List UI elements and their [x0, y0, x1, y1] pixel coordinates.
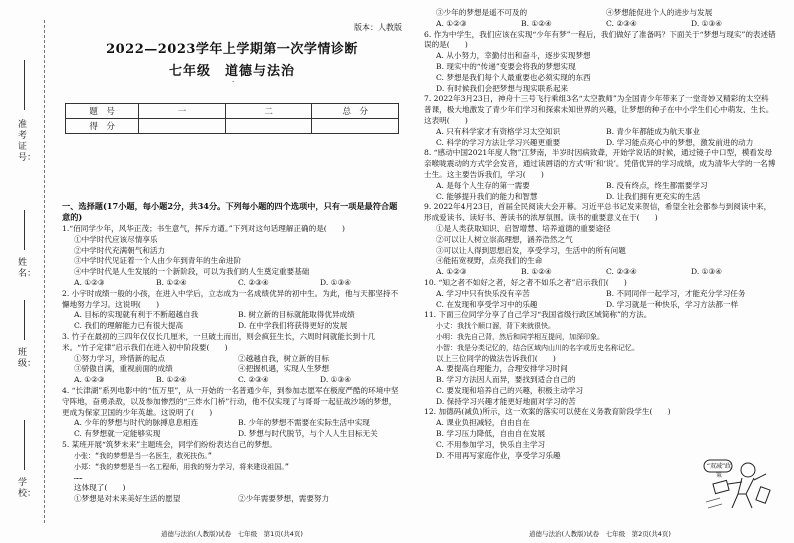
- page-footer-left: 道德与法治(人教版)试卷 七年级 第1页(共4页): [161, 530, 303, 538]
- score-header: 题 号: [66, 104, 139, 119]
- choice-c[interactable]: C. ②③④: [238, 375, 269, 385]
- left-questions: [62, 224, 402, 505]
- score-cell[interactable]: [225, 119, 312, 134]
- statement-item: ①中学时代应该尽情享乐: [74, 234, 158, 244]
- choice-b[interactable]: B. ①②④: [156, 277, 187, 287]
- answer-choices: [62, 321, 402, 332]
- choice-c[interactable]: C. 我们的理解能力已有很大提高: [74, 321, 184, 331]
- statement-item: ④把握机遇，实现人生梦想: [238, 364, 330, 374]
- statement-item: ②中学时代充满朝气和活力: [74, 245, 166, 255]
- choice-a[interactable]: A. 课业负担减轻，自由自在: [436, 418, 530, 428]
- statement-row: [62, 364, 402, 375]
- choice-b[interactable]: B. 青少年都能成为航天事业: [606, 126, 700, 136]
- score-value-row: [66, 119, 399, 134]
- statement-item: ①努力学习，珍惜新的起点: [74, 353, 166, 363]
- class-underline: [24, 300, 25, 340]
- question-stem: 1.“佰同学少年，风华正茂；书生意气，挥斥方遒。”下列对这句话理解正确的是( ): [62, 224, 345, 233]
- choice-b[interactable]: B. 不同同伴一起学习，才能充分学习任务: [606, 288, 746, 298]
- answer-choices: [62, 429, 402, 440]
- school-label: 学校：: [18, 478, 37, 499]
- choice-b[interactable]: B. 树立新的目标就能取得优异成绩: [238, 310, 355, 320]
- left-column: [62, 8, 402, 536]
- page-footer-right: 道德与法治(人教版)试卷 七年级 第2页(共4页): [529, 530, 671, 538]
- choice-d[interactable]: D. 不用再写家庭作业，享受学习乐趣: [436, 450, 561, 460]
- choice-d[interactable]: D. 让我们拥有更充实的生活: [606, 191, 701, 201]
- statement-item: ③骄傲自满，重视前面的成绩: [74, 364, 173, 374]
- question-stem: 4. “长津湖”系列电影中的“伍万里”，从一开始的一名普通少年，到参加志愿军在极度严酷的环境中坚守阵地，奋勇杀敌，以及参加惨烈的“三炸水门桥”行动，他不仅实现了与哥哥一起征战沙场的梦想，更成为保家卫国的少年英雄。这说明了( ): [62, 385, 399, 417]
- choice-a[interactable]: A. 少年的梦想与时代的脉搏息息相连: [74, 418, 199, 428]
- score-table: [65, 103, 399, 134]
- right-questions: [424, 8, 776, 461]
- question-stem: 6. 作为中学生，我们应该在实现“少年有梦”一程后，我们做好了准备吗？下面关于“梦想与现实”的表述错误的是( ): [424, 29, 776, 50]
- score-header: 一: [139, 104, 226, 119]
- quote-line: 小明：我先自己背，然后和同学相互提问，加深印象。: [436, 332, 604, 341]
- choice-b[interactable]: B. 学习方法因人而异，要找到适合自己的: [436, 375, 576, 385]
- choice-a[interactable]: A. ①②③: [74, 375, 105, 385]
- question-tail: 这体现了( ): [74, 483, 126, 493]
- exam-id-label: 准考证号：: [18, 120, 37, 163]
- statement-item: ④梦想能促进个人的进步与发展: [606, 8, 713, 17]
- statement-row: [424, 8, 776, 19]
- score-cell[interactable]: [139, 119, 226, 134]
- choice-d[interactable]: D. 梦想与时代脱节，与个人人生目标无关: [238, 429, 378, 439]
- statement-item: ②少年需要梦想，需要努力: [238, 493, 330, 503]
- choice-d[interactable]: D. ①③④: [320, 375, 352, 385]
- choice-a[interactable]: A. ①②③: [436, 267, 467, 277]
- cut-line: [44, 20, 45, 523]
- choice-a[interactable]: A. 从小努力，幸勤付出和奋斗，逐步实现梦想: [436, 51, 591, 61]
- question-stem: 5. 某班开展“筑梦未来”主题班会，同学们纷纷表达自己的梦想。: [62, 439, 277, 449]
- cartoon-caption: “双减”政策: [706, 463, 732, 479]
- exam-title: 2022—2023学年上学期第一次学情诊断: [106, 42, 358, 57]
- section-heading: 一、选择题(17小题，每小题2分，共34分。下列每小题的四个选项中，只有一项是最符合题意的): [62, 201, 398, 222]
- question-stem: 7. 2022年3月23日，神舟十三号飞行乘组3名“太空教师”为全国青少年带来了一堂奇妙又精彩的太空科普课，极大地激发了青少年们学习和探索未知世界的兴趣，让梦想的种子在中小学生们心中萌发、生长。这表明( ): [424, 94, 774, 125]
- answer-choices: [424, 267, 776, 278]
- answer-choices: [424, 138, 776, 149]
- choice-c[interactable]: C. 在发现和享受学习中的乐趣: [436, 299, 538, 309]
- question-stem: 9. 2022年4月23日，首届全民阅读大会开幕。习近平总书记发来贺信，希望全社会都参与到阅读中来，形成爱读书、读好书、善读书的浓厚氛围。读书的重要意义在于( ): [424, 202, 772, 223]
- choice-c[interactable]: C. ②③④: [238, 277, 269, 287]
- quote-line: 小张：“我的梦想是当一名医生，救死扶伤。”: [74, 451, 212, 460]
- choice-c[interactable]: C. 要发现和培养自己的兴趣，积极主动学习: [436, 385, 584, 395]
- choice-b[interactable]: B. ①②④: [521, 18, 552, 28]
- statement-item: ①梦想是对未来美好生活的愿望: [74, 493, 181, 503]
- choice-d[interactable]: D. 有时候我们会把梦想与现实联系起来: [436, 83, 569, 93]
- score-row-label: 得 分: [66, 119, 139, 134]
- choice-b[interactable]: B. 现实中的“传递”变要会将我的梦想实现: [436, 61, 576, 71]
- statement-item: ②可以让人树立崇高理想，涵养浩然之气: [436, 234, 573, 244]
- answer-choices: [424, 289, 776, 300]
- statement-item: ③可以让人得到思想启发，享受学习，生活中的所有问题: [436, 245, 626, 255]
- exam-subtitle: 七年级 道德与法治: [168, 64, 295, 79]
- double-reduction-cartoon: [702, 454, 772, 514]
- name-underline: [24, 210, 25, 250]
- answer-choices: [62, 278, 402, 289]
- score-header: 二: [225, 104, 312, 119]
- answer-choices: [424, 192, 776, 203]
- quote-line: 小丈：我找个顺口溜，背下来就很快。: [436, 322, 555, 331]
- choice-d[interactable]: D. 保持学习兴趣才能更好地面对学习的苦: [436, 396, 576, 406]
- question-stem: 11. 下面三位同学分享了自己学习“我国省级行政区域简称”的方法。: [424, 310, 652, 320]
- choice-a[interactable]: A. 目标的实现就有利于不断超越自我: [74, 310, 199, 320]
- choice-c[interactable]: C. 不用参加学习，快乐自主学习: [436, 439, 546, 449]
- choice-b[interactable]: B. ①②④: [521, 267, 552, 277]
- quote-line: ……: [74, 473, 83, 482]
- binding-sidebar: [0, 0, 58, 543]
- score-header-row: [66, 104, 399, 119]
- choice-d[interactable]: D. ①③④: [691, 267, 723, 277]
- right-column: [424, 8, 776, 536]
- choice-d[interactable]: D. 学习就是一种快乐，学习方法都一样: [606, 299, 739, 309]
- statement-item: ①是人类获取知识、启智增慧、培养道德的重要途径: [436, 223, 611, 233]
- statement-item: ③中学时代见证着一个人由少年到青年的生命进阶: [74, 256, 242, 266]
- statement-item: ②越越自我，树立新的目标: [238, 353, 330, 363]
- name-label: 姓名：: [18, 258, 37, 279]
- choice-a[interactable]: A. 是每个人生存的第一需要: [436, 180, 530, 190]
- choice-c[interactable]: C. ②③④: [606, 267, 637, 277]
- exam-id-underline: [24, 60, 25, 110]
- score-cell[interactable]: [312, 119, 399, 134]
- statement-item: ④中学时代是人生发展的一个新阶段，可以为我们的人生奠定重要基础: [74, 267, 310, 277]
- choice-d[interactable]: D. ①③④: [691, 18, 723, 28]
- answer-choices: [424, 181, 776, 192]
- choice-b[interactable]: B. 少年的梦想不需要在实际生活中实现: [238, 418, 370, 428]
- choice-c[interactable]: C. 科学的学习方法让学习兴趣更重要: [436, 137, 561, 147]
- choice-a[interactable]: A. ①②③: [74, 277, 105, 287]
- statement-row: [62, 494, 402, 505]
- choice-c[interactable]: C. 能够提升我们的能力和智慧: [436, 191, 538, 201]
- choice-c[interactable]: C. 有梦想就一定能够实现: [74, 429, 161, 439]
- statement-item: ③少年的梦想是遥不可及的: [436, 8, 528, 17]
- choice-b[interactable]: B. ①②④: [156, 375, 187, 385]
- question-stem: 3. 竹子在最初的三四年仅仅长几厘米，一旦破土而出，则会疯狂生长，六周时间就能长到十几米。“竹子定律”启示我们在进入初中阶段要( ): [62, 331, 376, 352]
- answer-choices: [424, 19, 776, 30]
- statement-row: [62, 354, 402, 365]
- edition-label: 版本：人教版: [354, 23, 402, 32]
- choice-b[interactable]: B. 学习压力降低，自由自在发展: [436, 429, 546, 439]
- class-label: 班级：: [18, 348, 37, 369]
- choice-d[interactable]: D. 学习能点亮心中的梦想，激发前进的动力: [606, 137, 754, 147]
- statement-item: ④能拓宽视野，点亮我们的生命: [436, 256, 543, 266]
- question-stem: 12. 加德码(减负)所示，这一欢案的落实可以使在义务教育阶段学生( ): [424, 407, 671, 417]
- choice-a[interactable]: A. ①②③: [436, 18, 467, 28]
- question-stem: 10. “知之者不如好之者，好之者不如乐之者”启示我们( ): [424, 277, 627, 287]
- separator-dot: ·: [232, 78, 235, 86]
- choice-c[interactable]: C. 梦想是我们每个人最重要也必须实现的东西: [436, 72, 591, 82]
- answer-choices: [62, 418, 402, 429]
- choice-b[interactable]: B. 没有终点，终生都需要学习: [606, 180, 708, 190]
- choice-c[interactable]: C. ②③④: [606, 18, 637, 28]
- quote-line: 小郑：“我的梦想是当一名工程师，用我的努力学习，将来建设祖国。”: [74, 462, 289, 471]
- answer-choices: [424, 300, 776, 311]
- school-underline: [24, 420, 25, 470]
- answer-choices: [424, 127, 776, 138]
- score-header: 总 分: [312, 104, 399, 119]
- choice-a[interactable]: A. 只有科学家才有资格学习太空知识: [436, 126, 561, 136]
- choice-d[interactable]: D. ①③④: [320, 277, 352, 287]
- answer-choices: [62, 310, 402, 321]
- quote-line: 小智：我是分类记忆的，结合区域内山川的名字或历史名称记忆。: [436, 343, 639, 352]
- question-tail: 以上三位同学的做法告诉我们( ): [436, 353, 556, 363]
- choice-a[interactable]: A. 学习中只有快乐没有辛苦: [436, 288, 530, 298]
- question-stem: 8. “感动中国2021年度人物”江梦南，半岁时因病致聋，开始学说话的时候，通过镜子中口型，模看发母亲喉咙震动的方式学会发音，通过读唇语的方式‘听’和‘说’。凭借优异的学习成绩，成为清华大学的一名博士生。这主要告诉我们，学习( ): [424, 148, 776, 179]
- choice-a[interactable]: A. 要提高自理能力，合理安排学习时间: [436, 364, 568, 374]
- choice-d[interactable]: D. 在中学我们将获得更好的发展: [238, 321, 348, 331]
- answer-choices: [62, 375, 402, 386]
- question-stem: 2. 小宇时成绩一般的小孩，在进入中学后，立志成为一名成绩优异的初中生。为此，他与天都坚持不懈地努力学习。这说明( ): [62, 288, 399, 309]
